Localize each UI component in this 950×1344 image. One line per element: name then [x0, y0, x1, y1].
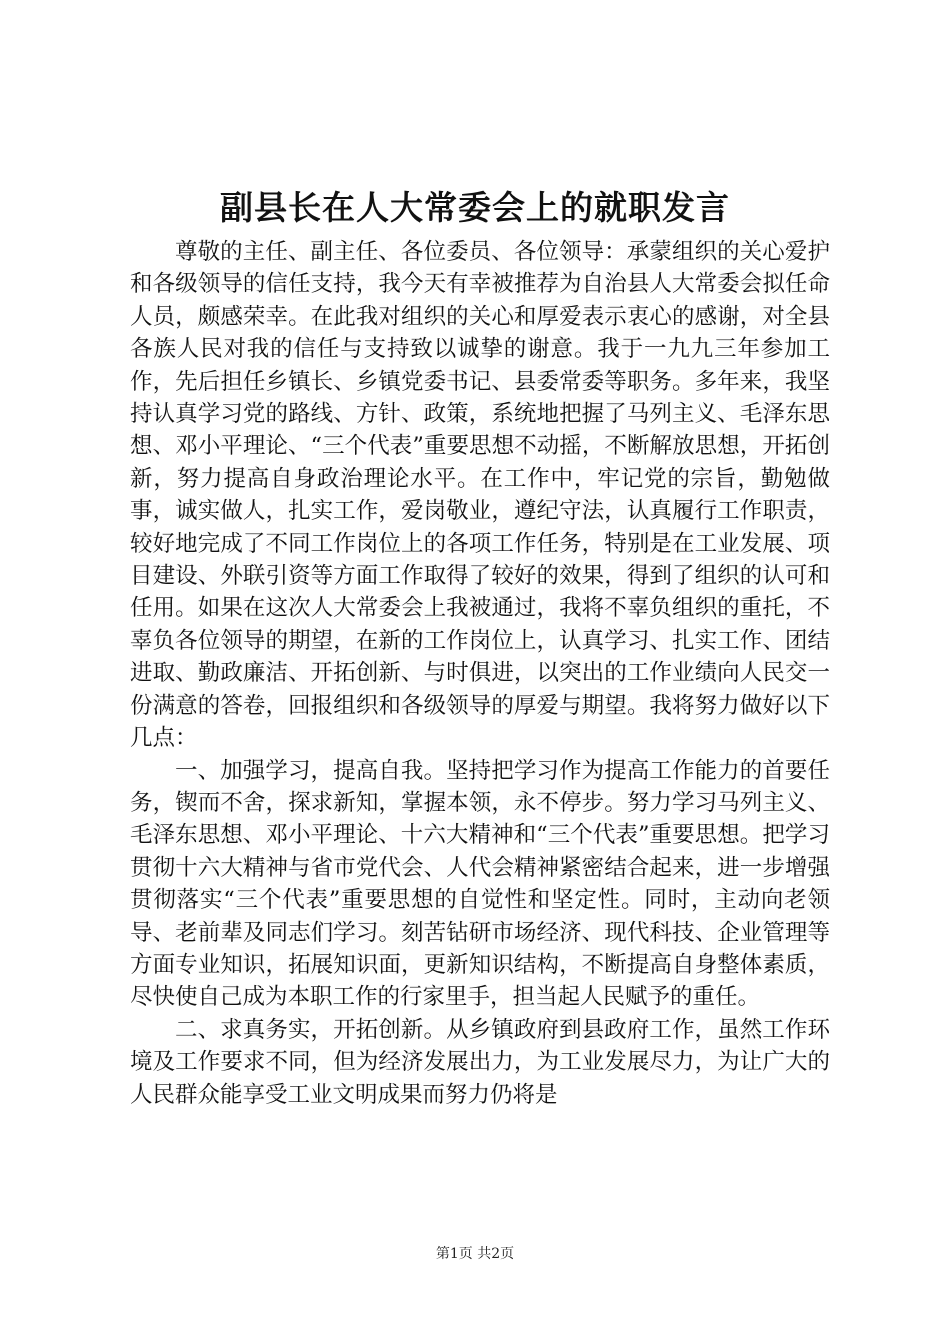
paragraph-point-two: 二、求真务实，开拓创新。从乡镇政府到县政府工作，虽然工作环境及工作要求不同，但为经济发展出力，为工业发展尽力，为让广大的人民群众能享受工业文明成果而努力仍将是	[130, 1016, 830, 1108]
paragraph-point-one: 一、加强学习，提高自我。坚持把学习作为提高工作能力的首要任务，锲而不舍，探求新知，掌握本领，永不停步。努力学习马列主义、毛泽东思想、邓小平理论、十六大精神和“三个代表”重要思想。把学习贯彻十六大精神与省市党代会、人代会精神紧密结合起来，进一步增强贯彻落实“三个代表”重要思想的自觉性和坚定性。同时，主动向老领导、老前辈及同志们学习。刻苦钻研市场经济、现代科技、企业管理等方面专业知识，拓展知识面，更新知识结构，不断提高自身整体素质，尽快使自己成为本职工作的行家里手，担当起人民赋予的重任。	[130, 757, 830, 1011]
document-body	[130, 236, 830, 1111]
page-number-footer: 第1页 共2页	[435, 1246, 515, 1262]
document-title: 副县长在人大常委会上的就职发言	[220, 188, 730, 227]
paragraph-opening: 尊敬的主任、副主任、各位委员、各位领导：承蒙组织的关心爱护和各级领导的信任支持，我今天有幸被推荐为自治县人大常委会拟任命人员，颇感荣幸。在此我对组织的关心和厚爱表示衷心的感谢，对全县各族人民对我的信任与支持致以诚挚的谢意。我于一九九三年参加工作，先后担任乡镇长、乡镇党委书记、县委常委等职务。多年来，我坚持认真学习党的路线、方针、政策，系统地把握了马列主义、毛泽东思想、邓小平理论、“三个代表”重要思想不动摇，不断解放思想，开拓创新，努力提高自身政治理论水平。在工作中，牢记党的宗旨，勤勉做事，诚实做人，扎实工作，爱岗敬业，遵纪守法，认真履行工作职责，较好地完成了不同工作岗位上的各项工作任务，特别是在工业发展、项目建设、外联引资等方面工作取得了较好的效果，得到了组织的认可和任用。如果在这次人大常委会上我被通过，我将不辜负组织的重托，不辜负各位领导的期望，在新的工作岗位上，认真学习、扎实工作、团结进取、勤政廉洁、开拓创新、与时俱进，以突出的工作业绩向人民交一份满意的答卷，回报组织和各级领导的厚爱与期望。我将努力做好以下几点：	[130, 239, 830, 752]
